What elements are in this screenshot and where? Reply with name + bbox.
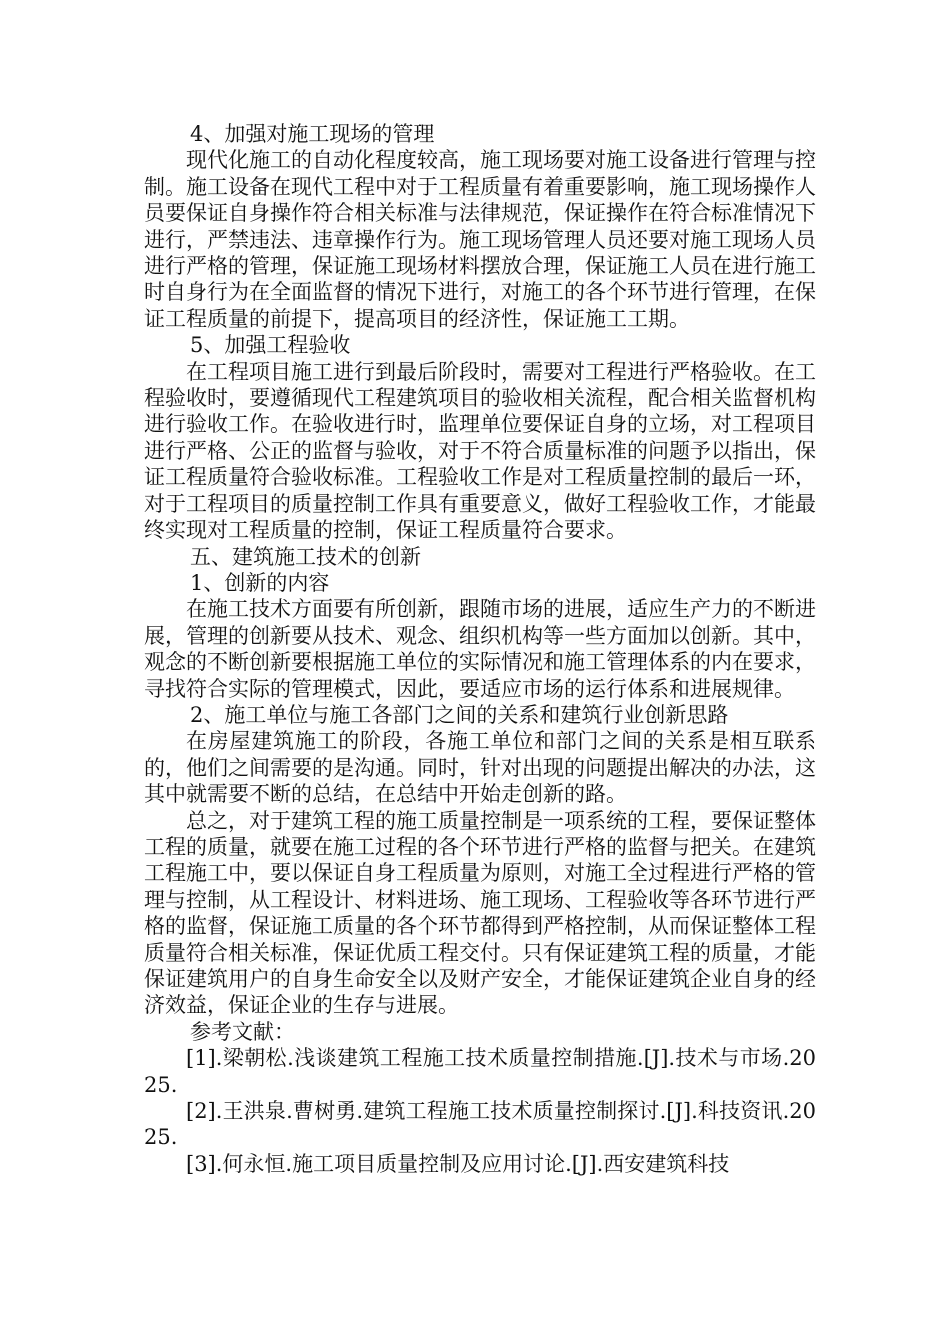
document-page bbox=[144, 121, 816, 1177]
section-heading-acceptance: 5、加强工程验收 bbox=[190, 333, 351, 358]
section-heading-relations: 2、施工单位与施工各部门之间的关系和建筑行业创新思路 bbox=[190, 702, 729, 727]
reference-item: [3].何永恒.施工项目质量控制及应用讨论.[J].西安建筑科技 bbox=[186, 1151, 730, 1176]
reference-item: [2].王洪泉.曹树勇.建筑工程施工技术质量控制探讨.[J].科技资讯.2025. bbox=[144, 1099, 816, 1150]
chapter-heading-innovation: 五、建筑施工技术的创新 bbox=[190, 544, 421, 569]
section-heading-innovation-content: 1、创新的内容 bbox=[190, 570, 330, 595]
paragraph-site-management: 现代化施工的自动化程度较高，施工现场要对施工设备进行管理与控制。施工设备在现代工程中对于工程质量有着重要影响，施工现场操作人员要保证自身操作符合相关标准与法律规范，保证操作在符合标准情况下进行，严禁违法、违章操作行为。施工现场管理人员还要对施工现场人员进行严格的管理，保证施工现场材料摆放合理，保证施工人员在进行施工时自身行为在全面监督的情况下进行，对施工的各个环节进行管理，在保证工程质量的前提下，提高项目的经济性，保证施工工期。 bbox=[144, 148, 816, 331]
reference-item: [1].梁朝松.浅谈建筑工程施工技术质量控制措施.[J].技术与市场.2025. bbox=[144, 1046, 816, 1097]
section-heading-site-management: 4、加强对施工现场的管理 bbox=[190, 122, 435, 146]
paragraph-acceptance: 在工程项目施工进行到最后阶段时，需要对工程进行严格验收。在工程验收时，要遵循现代工程建筑项目的验收相关流程，配合相关监督机构进行验收工作。在验收进行时，监理单位要保证自身的立场，对工程项目进行严格、公正的监督与验收，对于不符合质量标准的问题予以指出，保证工程质量符合验收标准。工程验收工作是对工程质量控制的最后一环，对于工程项目的质量控制工作具有重要意义，做好工程验收工作，才能最终实现对工程质量的控制，保证工程质量符合要求。 bbox=[144, 359, 816, 543]
references-heading: 参考文献： bbox=[190, 1019, 295, 1044]
paragraph-conclusion: 总之，对于建筑工程的施工质量控制是一项系统的工程，要保证整体工程的质量，就要在施工过程的各个环节进行严格的监督与把关。在建筑工程施工中，要以保证自身工程质量为原则，对施工全过程进行严格的管理与控制，从工程设计、材料进场、施工现场、工程验收等各环节进行严格的监督，保证施工质量的各个环节都得到严格控制，从而保证整体工程质量符合相关标准，保证优质工程交付。只有保证建筑工程的质量，才能保证建筑用户的自身生命安全以及财产安全，才能保证建筑企业自身的经济效益，保证企业的生存与进展。 bbox=[144, 808, 816, 1018]
paragraph-innovation-content: 在施工技术方面要有所创新，跟随市场的进展，适应生产力的不断进展，管理的创新要从技术、观念、组织机构等一些方面加以创新。其中，观念的不断创新要根据施工单位的实际情况和施工管理体系的内在要求，寻找符合实际的管理模式，因此，要适应市场的运行体系和进展规律。 bbox=[144, 597, 816, 701]
paragraph-relations: 在房屋建筑施工的阶段，各施工单位和部门之间的关系是相互联系的，他们之间需要的是沟通。同时，针对出现的问题提出解决的办法，这其中就需要不断的总结，在总结中开始走创新的路。 bbox=[144, 729, 816, 807]
